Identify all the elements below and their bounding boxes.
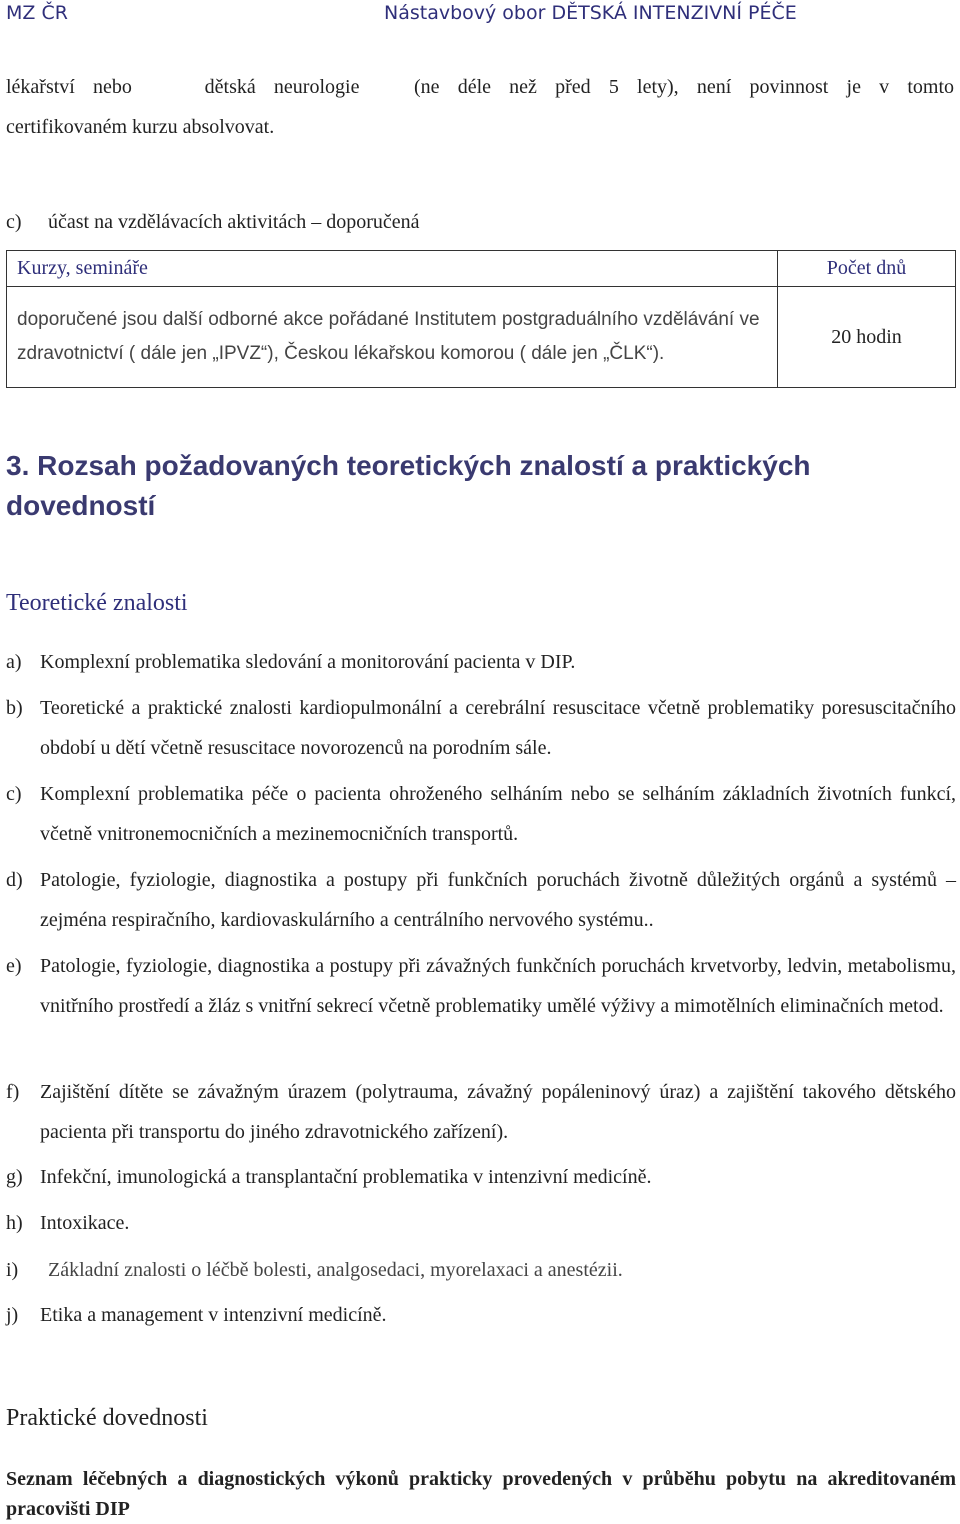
list-item-label: h) xyxy=(6,1212,23,1234)
list-item-text: Infekční, imunologická a transplantační problematika v intenzivní medicíně. xyxy=(40,1166,652,1188)
page-header xyxy=(0,0,960,30)
section-3-heading: 3. Rozsah požadovaných teoretických znalostí a praktických dovedností xyxy=(6,450,811,521)
list-item xyxy=(6,688,956,768)
list-item-label: b) xyxy=(6,697,23,719)
list-item-label: a) xyxy=(6,651,22,673)
list-item-text: Zajištění dítěte se závažným úrazem (polytrauma, závažný popáleninový úraz) a zajištění takového dětského pacienta při transportu do jiného zdravotnického zařízení). xyxy=(40,1081,956,1143)
prakticke-text: Seznam léčebných a diagnostických výkonů prakticky provedených v průběhu pobytu na akreditovaném pracovišti DIP xyxy=(6,1468,956,1520)
list-item-label: g) xyxy=(6,1166,23,1188)
teoreticke-heading: Teoretické znalosti xyxy=(6,590,188,616)
section-c-line xyxy=(6,211,420,234)
list-item-label: f) xyxy=(6,1081,20,1103)
list-item xyxy=(6,1250,956,1290)
intro-line-2: certifikovaném kurzu absolvovat. xyxy=(6,116,275,138)
list-item-label: j) xyxy=(6,1304,19,1326)
table-cell-hours: 20 hodin xyxy=(778,287,956,388)
list-item-text: Patologie, fyziologie, diagnostika a postupy při závažných funkčních poruchách krvetvorby, ledvin, metabolismu, vnitřního prostředí a žláz s vnitřní sekrecí včetně problematiky umělé výživy a mimotělních eliminačních metod. xyxy=(40,955,956,1017)
list-item xyxy=(6,774,956,854)
list-item xyxy=(6,642,956,682)
list-item-text: Komplexní problematika sledování a monitorování pacienta v DIP. xyxy=(40,651,576,673)
list-item xyxy=(6,946,956,1026)
list-item-text: Komplexní problematika péče o pacienta ohroženého selháním nebo se selháním základních životních funkcí, včetně vnitronemocničních a mezinemocničních transportů. xyxy=(40,783,956,845)
table-header-courses: Kurzy, semináře xyxy=(7,251,778,287)
table-header-days: Počet dnů xyxy=(778,251,956,287)
prakticke-heading: Praktické dovednosti xyxy=(6,1405,208,1431)
list-item xyxy=(6,860,956,940)
list-item xyxy=(6,1072,956,1152)
header-left: MZ ČR xyxy=(6,2,68,24)
list-item-text: Etika a management v intenzivní medicíně. xyxy=(40,1304,387,1326)
list-item-label: e) xyxy=(6,955,22,977)
list-item-label: d) xyxy=(6,869,23,891)
list-item xyxy=(6,1157,956,1197)
header-right: Nástavbový obor DĚTSKÁ INTENZIVNÍ PÉČE xyxy=(384,2,797,24)
section-c-text: účast na vzdělávacích aktivitách – doporučená xyxy=(48,211,420,233)
list-item xyxy=(6,1203,956,1243)
list-item-text: Patologie, fyziologie, diagnostika a postupy při funkčních poruchách životně důležitých orgánů a systémů – zejména respiračního, kardiovaskulárního a centrálního nervového systému.. xyxy=(40,869,956,931)
list-item-label: c) xyxy=(6,783,22,805)
courses-table xyxy=(6,250,956,388)
intro-line-1: lékařství nebo dětská neurologie (ne déle než před 5 lety), není povinnost je v tomto xyxy=(6,76,954,98)
list-item-text: Teoretické a praktické znalosti kardiopulmonální a cerebrální resuscitace včetně problematiky poresuscitačního období u dětí včetně resuscitace novorozenců na porodním sále. xyxy=(40,697,956,759)
list-item-label: i) xyxy=(6,1259,19,1281)
list-item-text: Intoxikace. xyxy=(40,1212,130,1234)
section-c-label: c) xyxy=(6,211,22,233)
list-item xyxy=(6,1295,956,1335)
list-item-text: Základní znalosti o léčbě bolesti, analgosedaci, myorelaxaci a anestézii. xyxy=(48,1259,623,1281)
table-cell-courses: doporučené jsou další odborné akce pořádané Institutem postgraduálního vzdělávání ve zdravotnictví ( dále jen „IPVZ“), Českou lékařskou komorou ( dále jen „ČLK“). xyxy=(7,287,778,388)
